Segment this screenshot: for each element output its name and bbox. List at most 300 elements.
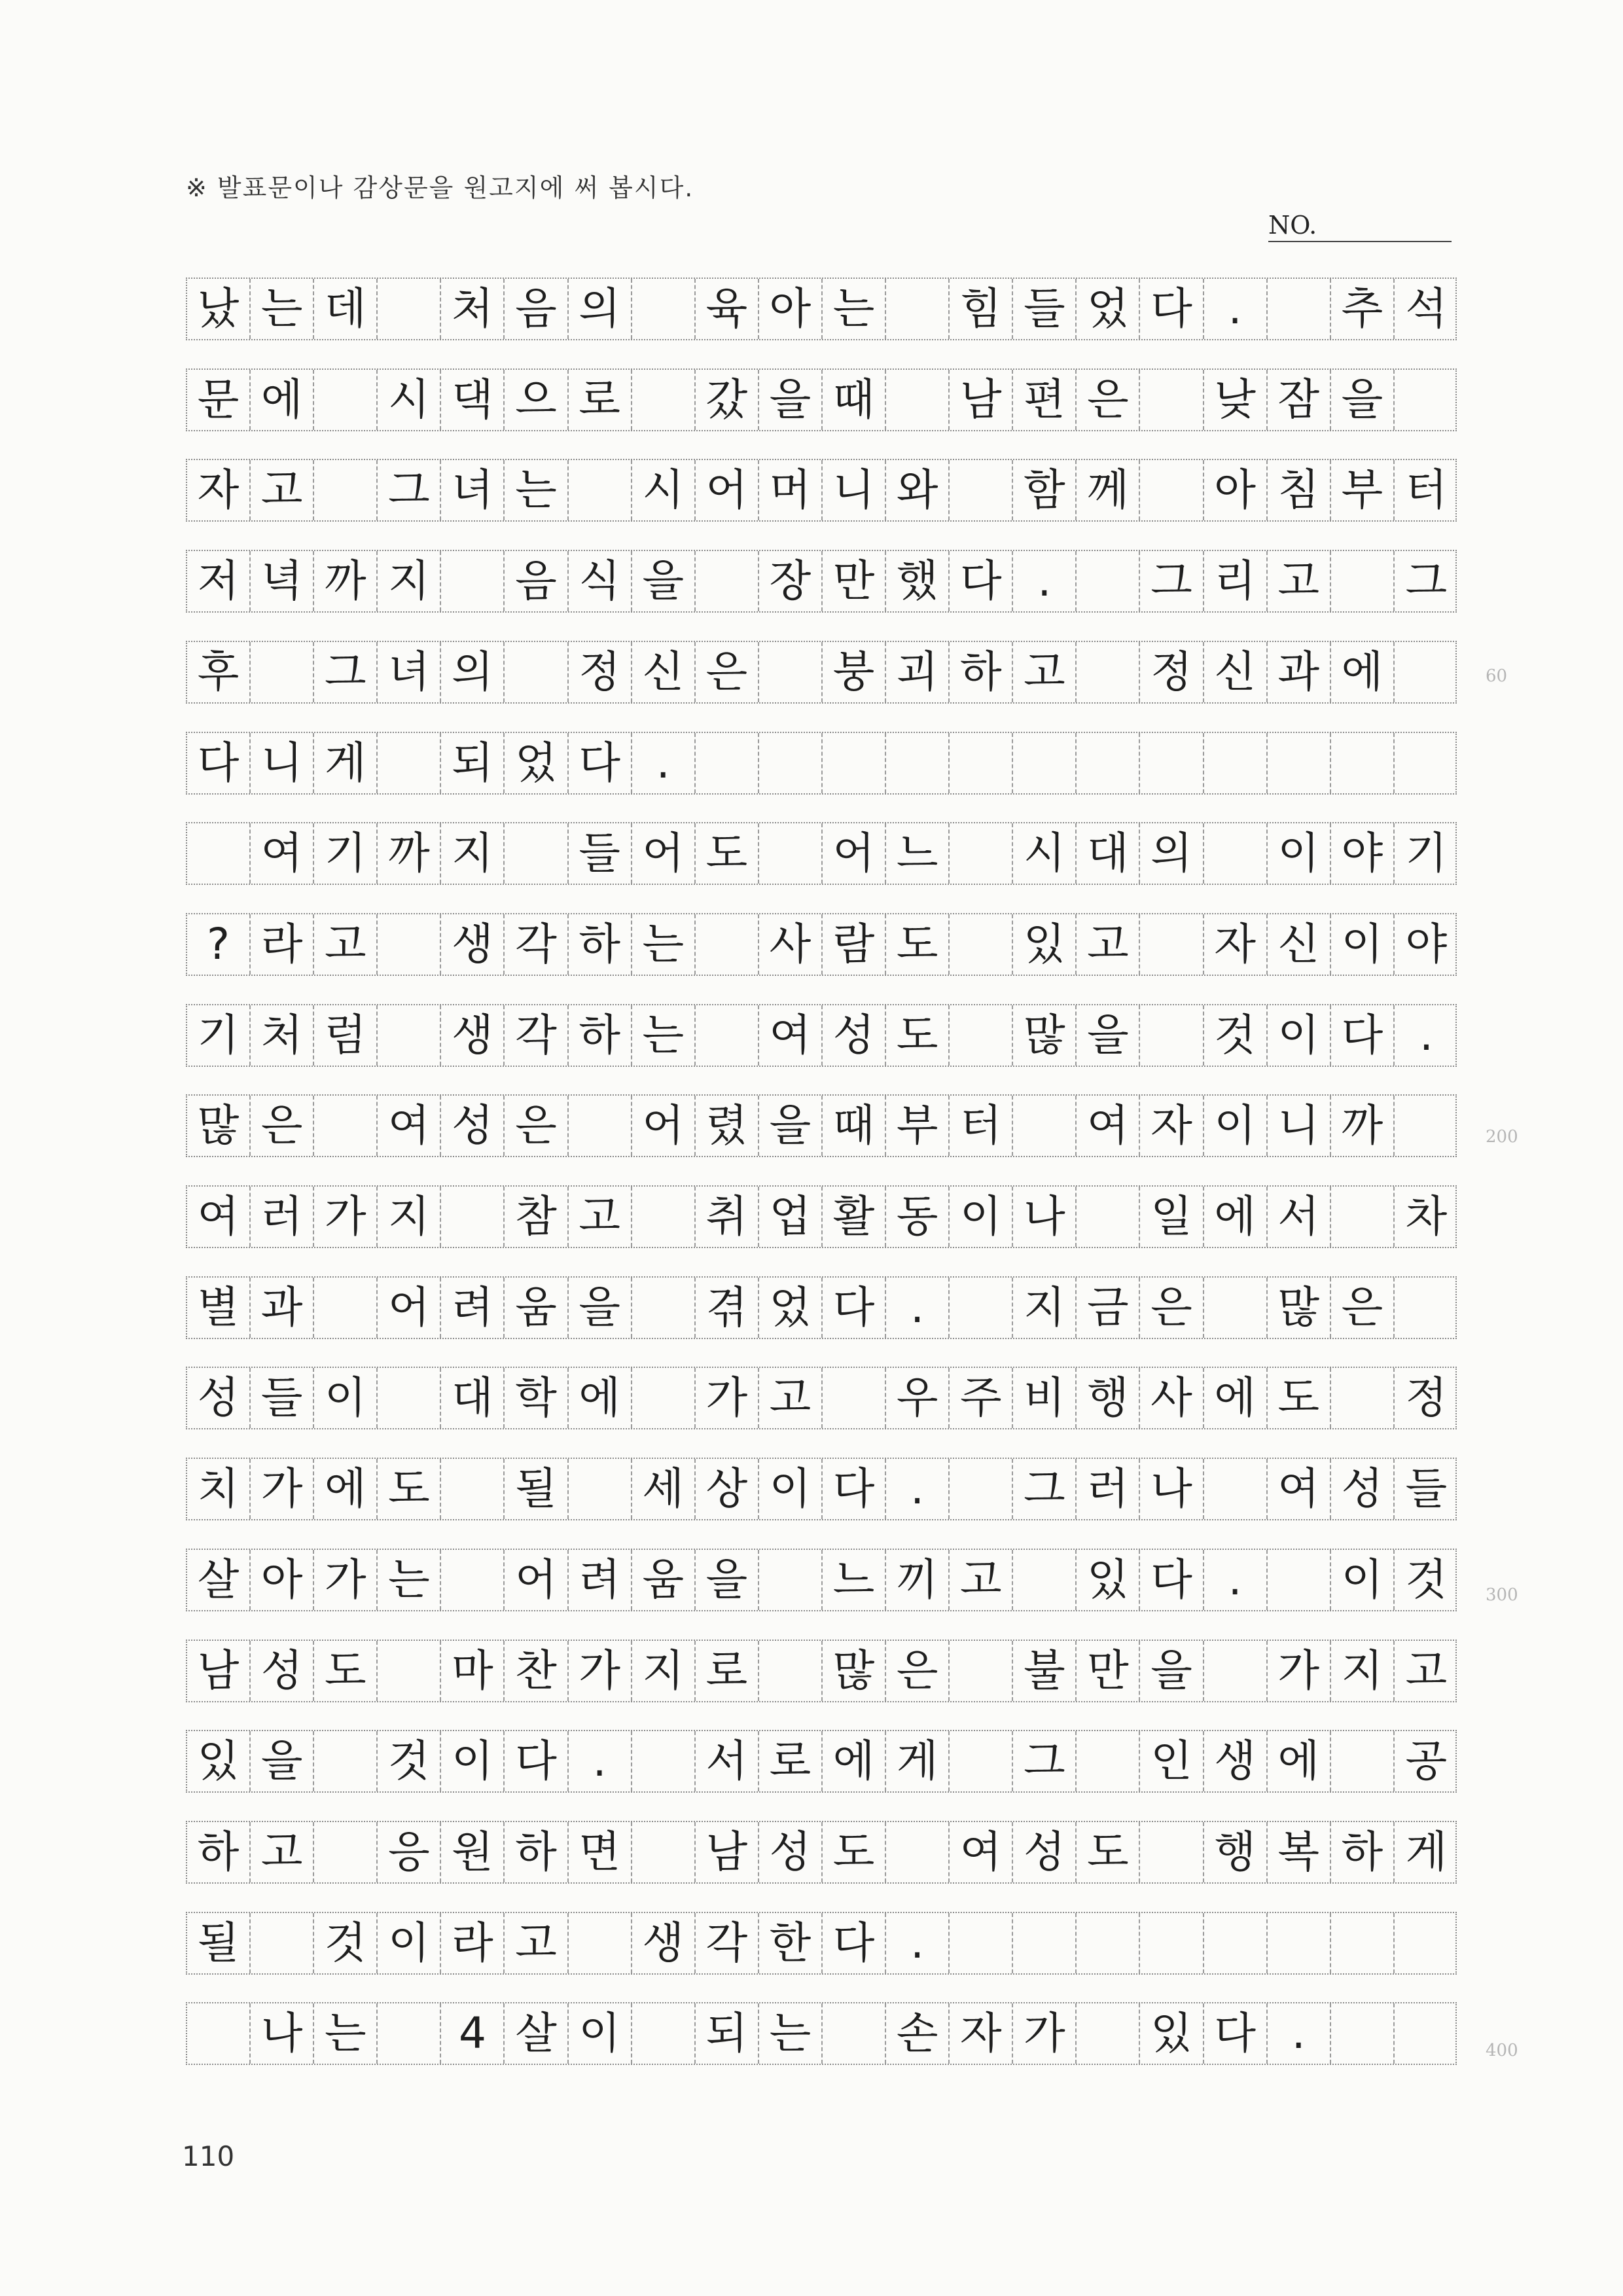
manuscript-cell — [823, 1368, 886, 1428]
handwritten-char: 상 — [705, 1463, 748, 1515]
handwritten-char: 정 — [1405, 1372, 1448, 1424]
manuscript-cell — [1331, 1641, 1395, 1701]
handwritten-char: 살 — [197, 1554, 240, 1605]
manuscript-cell — [1268, 2003, 1331, 2064]
manuscript-cell — [1331, 460, 1395, 520]
manuscript-cell — [251, 642, 314, 702]
manuscript-cell — [314, 1731, 378, 1791]
handwritten-char: 은 — [896, 1645, 938, 1696]
handwritten-char: 이 — [579, 2008, 621, 2059]
handwritten-char: 학 — [515, 1372, 557, 1424]
manuscript-cell — [187, 1096, 251, 1156]
manuscript-cell — [950, 279, 1013, 339]
handwritten-char: 하 — [579, 1009, 621, 1060]
manuscript-cell — [696, 1005, 759, 1066]
handwritten-char: 음 — [515, 556, 557, 607]
handwritten-char: 은 — [1087, 374, 1129, 425]
manuscript-cell — [759, 733, 823, 793]
manuscript-cell — [1141, 1641, 1204, 1701]
handwritten-char: 아 — [1214, 465, 1257, 516]
manuscript-cell — [1013, 1187, 1077, 1247]
handwritten-char: 에 — [579, 1372, 621, 1424]
manuscript-cell — [1077, 1550, 1140, 1610]
manuscript-cell — [505, 1278, 569, 1338]
manuscript-cell — [1268, 733, 1331, 793]
manuscript-row — [186, 1821, 1457, 1884]
handwritten-char: 것 — [1214, 1009, 1257, 1060]
manuscript-cell — [1013, 1368, 1077, 1428]
handwritten-char: 행 — [1214, 1826, 1257, 1877]
manuscript-cell — [1395, 1096, 1458, 1156]
manuscript-cell — [696, 823, 759, 884]
handwritten-char: 함 — [1023, 465, 1065, 516]
handwritten-char: 지 — [1341, 1645, 1383, 1696]
handwritten-char: 복 — [1277, 1826, 1320, 1877]
manuscript-cell — [1013, 1731, 1077, 1791]
handwritten-char: 어 — [705, 465, 748, 516]
handwritten-char: 다 — [1214, 2008, 1257, 2059]
handwritten-char: 움 — [642, 1554, 685, 1605]
manuscript-row — [186, 2002, 1457, 2065]
manuscript-cell — [1013, 642, 1077, 702]
manuscript-cell — [1077, 1187, 1140, 1247]
handwritten-char: 주 — [959, 1372, 1002, 1424]
manuscript-cell — [441, 1550, 505, 1610]
handwritten-char: 지 — [387, 1191, 430, 1242]
manuscript-cell — [505, 1641, 569, 1701]
manuscript-cell — [1395, 642, 1458, 702]
manuscript-row — [186, 1730, 1457, 1793]
handwritten-char: 생 — [642, 1917, 685, 1968]
handwritten-char: 불 — [1023, 1645, 1065, 1696]
manuscript-cell — [632, 370, 696, 430]
handwritten-char: 힘 — [959, 283, 1002, 334]
manuscript-cell — [823, 1550, 886, 1610]
manuscript-cell — [823, 1187, 886, 1247]
manuscript-cell — [823, 914, 886, 975]
manuscript-cell — [1204, 1187, 1268, 1247]
handwritten-char: 라 — [452, 1917, 493, 1968]
manuscript-cell — [1077, 2003, 1140, 2064]
handwritten-char: . — [910, 1917, 925, 1968]
handwritten-char: 까 — [387, 828, 430, 879]
manuscript-cell — [187, 551, 251, 611]
manuscript-cell — [696, 733, 759, 793]
manuscript-cell — [505, 914, 569, 975]
manuscript-cell — [823, 551, 886, 611]
manuscript-cell — [314, 2003, 378, 2064]
manuscript-cell — [886, 551, 950, 611]
handwritten-char: 응 — [387, 1826, 430, 1877]
manuscript-cell — [950, 642, 1013, 702]
manuscript-cell — [950, 823, 1013, 884]
handwritten-char: 지 — [452, 828, 493, 879]
handwritten-char: 고 — [959, 1554, 1002, 1605]
manuscript-cell — [1268, 370, 1331, 430]
manuscript-cell — [251, 1368, 314, 1428]
manuscript-cell — [251, 279, 314, 339]
manuscript-cell — [1331, 1550, 1395, 1610]
handwritten-char: 에 — [1341, 646, 1383, 697]
handwritten-char: . — [1291, 2008, 1306, 2059]
handwritten-char: 이 — [387, 1917, 430, 1968]
handwritten-char: 는 — [769, 2008, 812, 2059]
handwritten-char: 저 — [197, 556, 240, 607]
manuscript-cell — [1204, 914, 1268, 975]
handwritten-char: 사 — [769, 918, 812, 969]
manuscript-cell — [632, 279, 696, 339]
manuscript-cell — [378, 1822, 441, 1882]
handwritten-char: 가 — [260, 1463, 303, 1515]
manuscript-cell — [187, 2003, 251, 2064]
handwritten-char: 로 — [579, 374, 621, 425]
manuscript-cell — [1331, 642, 1395, 702]
no-label: NO. — [1268, 211, 1452, 242]
manuscript-cell — [886, 1278, 950, 1338]
handwritten-char: 때 — [832, 374, 875, 425]
manuscript-cell — [823, 1913, 886, 1973]
manuscript-cell — [950, 1459, 1013, 1519]
handwritten-char: 붕 — [832, 646, 875, 697]
manuscript-cell — [696, 914, 759, 975]
manuscript-cell — [505, 1822, 569, 1882]
manuscript-cell — [1077, 1913, 1140, 1973]
manuscript-cell — [886, 1641, 950, 1701]
manuscript-cell — [505, 551, 569, 611]
manuscript-cell — [378, 1731, 441, 1791]
manuscript-cell — [378, 1096, 441, 1156]
manuscript-cell — [441, 1913, 505, 1973]
handwritten-char: 리 — [1214, 556, 1257, 607]
manuscript-cell — [441, 733, 505, 793]
handwritten-char: 성 — [1023, 1826, 1065, 1877]
manuscript-cell — [1141, 551, 1204, 611]
manuscript-cell — [251, 1641, 314, 1701]
handwritten-char: 와 — [896, 465, 938, 516]
manuscript-cell — [187, 1641, 251, 1701]
manuscript-cell — [632, 460, 696, 520]
manuscript-cell — [441, 279, 505, 339]
handwritten-char: 하 — [579, 918, 621, 969]
handwritten-char: 것 — [387, 1736, 430, 1787]
manuscript-cell — [251, 1096, 314, 1156]
handwritten-char: 여 — [959, 1826, 1002, 1877]
manuscript-cell — [1204, 460, 1268, 520]
manuscript-cell — [1077, 551, 1140, 611]
manuscript-cell — [759, 551, 823, 611]
handwritten-char: 고 — [324, 918, 366, 969]
manuscript-cell — [378, 460, 441, 520]
handwritten-char: 도 — [324, 1645, 366, 1696]
manuscript-cell — [1013, 1822, 1077, 1882]
handwritten-char: 람 — [832, 918, 875, 969]
manuscript-cell — [314, 1550, 378, 1610]
handwritten-char: 괴 — [896, 646, 938, 697]
manuscript-cell — [251, 914, 314, 975]
handwritten-char: 게 — [1405, 1826, 1448, 1877]
manuscript-cell — [632, 1278, 696, 1338]
manuscript-cell — [251, 1278, 314, 1338]
handwritten-char: 을 — [642, 556, 685, 607]
manuscript-cell — [696, 370, 759, 430]
handwritten-char: 녁 — [260, 556, 303, 607]
manuscript-cell — [759, 460, 823, 520]
manuscript-cell — [1204, 1459, 1268, 1519]
manuscript-cell — [1331, 1731, 1395, 1791]
manuscript-cell — [632, 2003, 696, 2064]
manuscript-cell — [314, 1368, 378, 1428]
manuscript-cell — [1077, 1459, 1140, 1519]
handwritten-char: 면 — [579, 1826, 621, 1877]
handwritten-char: 추 — [1341, 283, 1383, 334]
handwritten-char: 4 — [458, 2008, 486, 2059]
manuscript-cell — [886, 1005, 950, 1066]
manuscript-cell — [378, 1187, 441, 1247]
manuscript-cell — [251, 733, 314, 793]
manuscript-cell — [251, 2003, 314, 2064]
handwritten-char: 것 — [324, 1917, 366, 1968]
handwritten-char: 는 — [832, 283, 875, 334]
handwritten-char: . — [910, 1282, 925, 1333]
manuscript-cell — [441, 1822, 505, 1882]
manuscript-cell — [696, 1913, 759, 1973]
handwritten-char: 있 — [1150, 2008, 1192, 2059]
manuscript-cell — [1077, 1278, 1140, 1338]
manuscript-cell — [251, 370, 314, 430]
manuscript-cell — [632, 914, 696, 975]
manuscript-cell — [1141, 1368, 1204, 1428]
manuscript-cell — [1331, 1368, 1395, 1428]
handwritten-char: 자 — [959, 2008, 1002, 2059]
manuscript-row — [186, 1367, 1457, 1429]
handwritten-char: 다 — [515, 1736, 557, 1787]
manuscript-cell — [1013, 460, 1077, 520]
manuscript-cell — [950, 1913, 1013, 1973]
manuscript-row — [186, 1912, 1457, 1975]
manuscript-cell — [1077, 1641, 1140, 1701]
manuscript-cell — [1077, 460, 1140, 520]
manuscript-cell — [569, 1913, 632, 1973]
manuscript-row — [186, 459, 1457, 522]
manuscript-cell — [632, 1550, 696, 1610]
handwritten-char: 갔 — [705, 374, 748, 425]
manuscript-cell — [823, 460, 886, 520]
manuscript-cell — [505, 733, 569, 793]
manuscript-cell — [1395, 1913, 1458, 1973]
manuscript-cell — [1077, 1822, 1140, 1882]
manuscript-cell — [823, 279, 886, 339]
handwritten-char: 로 — [705, 1645, 748, 1696]
manuscript-cell — [696, 1459, 759, 1519]
handwritten-char: 이 — [452, 1736, 493, 1787]
handwritten-char: 부 — [1341, 465, 1383, 516]
handwritten-char: 댁 — [452, 374, 493, 425]
handwritten-char: 그 — [324, 646, 366, 697]
handwritten-char: 도 — [387, 1463, 430, 1515]
handwritten-char: 을 — [1150, 1645, 1192, 1696]
handwritten-char: 살 — [515, 2008, 557, 2059]
handwritten-char: 여 — [1277, 1463, 1320, 1515]
manuscript-cell — [1268, 823, 1331, 884]
handwritten-char: 에 — [1214, 1191, 1257, 1242]
manuscript-cell — [1141, 1278, 1204, 1338]
manuscript-cell — [696, 1096, 759, 1156]
handwritten-char: 성 — [832, 1009, 875, 1060]
manuscript-cell — [505, 642, 569, 702]
manuscript-cell — [1331, 370, 1395, 430]
handwritten-char: 이 — [1214, 1100, 1257, 1151]
manuscript-cell — [314, 1187, 378, 1247]
handwritten-char: 는 — [642, 1009, 685, 1060]
manuscript-cell — [314, 1913, 378, 1973]
handwritten-char: 도 — [1277, 1372, 1320, 1424]
handwritten-char: 고 — [1277, 556, 1320, 607]
handwritten-char: 한 — [769, 1917, 812, 1968]
manuscript-cell — [1331, 1187, 1395, 1247]
manuscript-cell — [823, 642, 886, 702]
manuscript-cell — [441, 551, 505, 611]
handwritten-char: 시 — [1023, 828, 1065, 879]
manuscript-cell — [187, 279, 251, 339]
handwritten-char: 고 — [260, 465, 303, 516]
manuscript-cell — [1013, 1278, 1077, 1338]
manuscript-cell — [632, 1822, 696, 1882]
manuscript-cell — [569, 1731, 632, 1791]
manuscript-cell — [950, 1731, 1013, 1791]
handwritten-char: 터 — [1405, 465, 1448, 516]
manuscript-cell — [378, 733, 441, 793]
handwritten-char: 성 — [769, 1826, 812, 1877]
manuscript-cell — [886, 1368, 950, 1428]
handwritten-char: 나 — [260, 2008, 303, 2059]
handwritten-char: 게 — [324, 737, 366, 788]
manuscript-cell — [569, 733, 632, 793]
manuscript-cell — [1204, 1913, 1268, 1973]
handwritten-char: 과 — [260, 1282, 303, 1333]
handwritten-char: 들 — [579, 828, 621, 879]
manuscript-cell — [1204, 823, 1268, 884]
manuscript-cell — [314, 370, 378, 430]
handwritten-char: . — [592, 1736, 607, 1787]
manuscript-cell — [1331, 1096, 1395, 1156]
manuscript-cell — [1395, 1822, 1458, 1882]
handwritten-char: 별 — [197, 1282, 240, 1333]
handwritten-char: 나 — [1023, 1191, 1065, 1242]
handwritten-char: 성 — [197, 1372, 240, 1424]
manuscript-cell — [1331, 2003, 1395, 2064]
handwritten-char: 도 — [896, 1009, 938, 1060]
handwritten-char: 이 — [1341, 1554, 1383, 1605]
manuscript-cell — [1395, 1278, 1458, 1338]
manuscript-cell — [759, 1822, 823, 1882]
manuscript-cell — [187, 733, 251, 793]
manuscript-cell — [1013, 914, 1077, 975]
handwritten-char: 많 — [1277, 1282, 1320, 1333]
manuscript-cell — [187, 1368, 251, 1428]
manuscript-cell — [632, 1913, 696, 1973]
handwritten-char: 될 — [515, 1463, 557, 1515]
manuscript-cell — [1204, 1822, 1268, 1882]
manuscript-cell — [1395, 2003, 1458, 2064]
manuscript-cell — [696, 1550, 759, 1610]
manuscript-cell — [505, 1187, 569, 1247]
handwritten-char: 다 — [959, 556, 1002, 607]
manuscript-cell — [759, 1459, 823, 1519]
manuscript-cell — [187, 370, 251, 430]
handwritten-char: 차 — [1405, 1191, 1448, 1242]
manuscript-cell — [1013, 1913, 1077, 1973]
handwritten-char: 야 — [1405, 918, 1448, 969]
manuscript-cell — [1268, 1368, 1331, 1428]
handwritten-char: 생 — [452, 1009, 493, 1060]
manuscript-cell — [1141, 1187, 1204, 1247]
handwritten-char: 다 — [832, 1463, 875, 1515]
handwritten-char: 장 — [769, 556, 812, 607]
handwritten-char: 고 — [1023, 646, 1065, 697]
manuscript-row — [186, 1185, 1457, 1248]
handwritten-char: 다 — [579, 737, 621, 788]
manuscript-cell — [441, 1641, 505, 1701]
manuscript-cell — [1141, 1822, 1204, 1882]
handwritten-char: 이 — [769, 1463, 812, 1515]
handwritten-char: 하 — [515, 1826, 557, 1877]
manuscript-cell — [696, 642, 759, 702]
handwritten-char: 로 — [769, 1736, 812, 1787]
handwritten-char: 들 — [260, 1372, 303, 1424]
manuscript-cell — [950, 1822, 1013, 1882]
manuscript-cell — [251, 1913, 314, 1973]
handwritten-char: 에 — [832, 1736, 875, 1787]
manuscript-cell — [1268, 914, 1331, 975]
manuscript-cell — [505, 1913, 569, 1973]
manuscript-cell — [569, 1368, 632, 1428]
manuscript-cell — [1395, 370, 1458, 430]
manuscript-cell — [187, 1187, 251, 1247]
instruction-text: ※ 발표문이나 감상문을 원고지에 써 봅시다. — [186, 173, 694, 202]
handwritten-char: 에 — [260, 374, 303, 425]
manuscript-cell — [950, 914, 1013, 975]
handwritten-char: 느 — [832, 1554, 875, 1605]
manuscript-cell — [378, 551, 441, 611]
manuscript-cell — [1268, 279, 1331, 339]
manuscript-cell — [696, 1187, 759, 1247]
manuscript-cell — [314, 823, 378, 884]
manuscript-cell — [187, 1459, 251, 1519]
manuscript-cell — [950, 1641, 1013, 1701]
manuscript-cell — [441, 1187, 505, 1247]
manuscript-cell — [378, 914, 441, 975]
manuscript-cell — [1141, 460, 1204, 520]
manuscript-cell — [759, 370, 823, 430]
handwritten-char: 려 — [452, 1282, 493, 1333]
handwritten-char: 가 — [579, 1645, 621, 1696]
handwritten-char: 과 — [1277, 646, 1320, 697]
handwritten-char: 비 — [1023, 1372, 1065, 1424]
manuscript-cell — [1013, 2003, 1077, 2064]
manuscript-cell — [886, 823, 950, 884]
manuscript-cell — [1268, 1459, 1331, 1519]
manuscript-cell — [1268, 1550, 1331, 1610]
handwritten-char: 니 — [832, 465, 875, 516]
manuscript-cell — [1013, 733, 1077, 793]
handwritten-char: 원 — [452, 1826, 493, 1877]
manuscript-cell — [378, 642, 441, 702]
handwritten-char: 을 — [769, 1100, 812, 1151]
manuscript-cell — [950, 733, 1013, 793]
manuscript-cell — [378, 1550, 441, 1610]
manuscript-cell — [1395, 460, 1458, 520]
manuscript-cell — [1204, 279, 1268, 339]
